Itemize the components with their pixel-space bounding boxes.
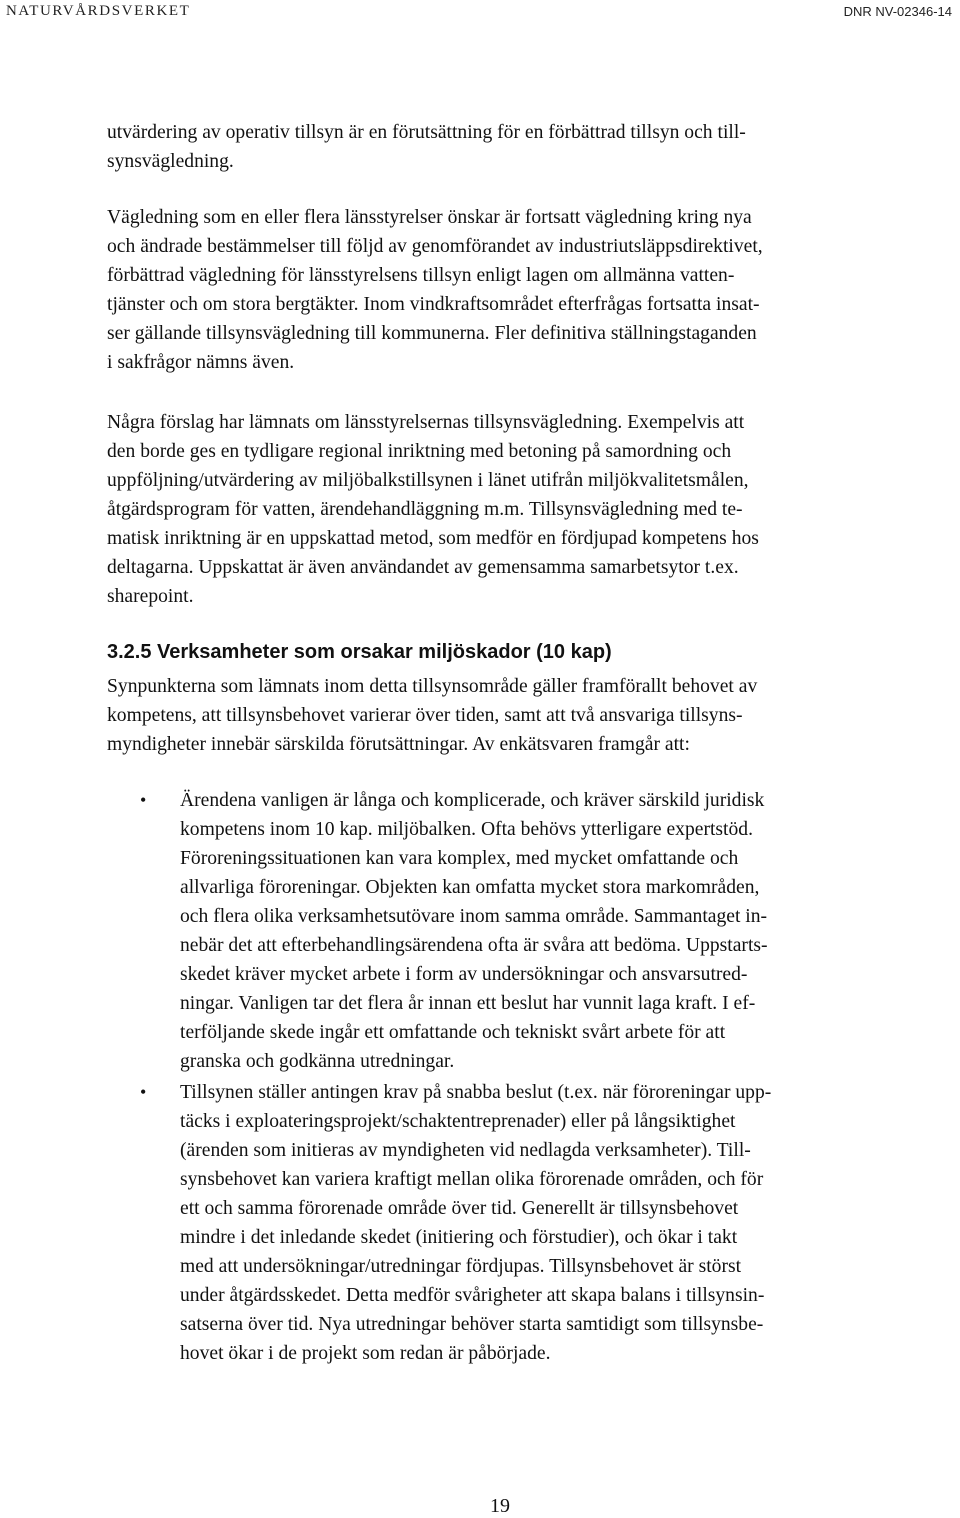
bullet-icon: •	[140, 790, 147, 810]
paragraph-1	[107, 118, 847, 176]
bullet-item-2	[180, 1078, 860, 1368]
text-line: mindre i det inledande skedet (initiering och förstudier), och ökar i takt	[180, 1227, 738, 1248]
text-line: i sakfrågor nämns även.	[107, 352, 295, 373]
text-line: tjänster och om stora bergtäkter. Inom vindkraftsområdet efterfrågas fortsatta insat-	[107, 294, 760, 315]
text-line: sharepoint.	[107, 586, 194, 607]
text-line: Några förslag har lämnats om länsstyrelsernas tillsynsvägledning. Exempelvis att	[107, 412, 745, 433]
text-line: synsbehovet kan variera kraftigt mellan olika förorenade områden, och för	[180, 1169, 764, 1190]
document-number: DNR NV-02346-14	[843, 4, 952, 19]
text-line: under åtgärdsskedet. Detta medför svårigheter att skapa balans i tillsynsin-	[180, 1285, 765, 1306]
text-line: utvärdering av operativ tillsyn är en förutsättning för en förbättrad tillsyn och till-	[107, 122, 746, 143]
text-line: täcks i exploateringsprojekt/schaktentreprenader) eller på långsiktighet	[180, 1111, 736, 1132]
text-line: deltagarna. Uppskattat är även användandet av gemensamma samarbetsytor t.ex.	[107, 557, 739, 578]
text-line: nebär det att efterbehandlingsärendena ofta är svåra att bedöma. Uppstarts-	[180, 935, 768, 956]
organization-name: NATURVÅRDSVERKET	[6, 3, 191, 19]
bullet-icon: •	[140, 1082, 147, 1102]
text-line: ser gällande tillsynsvägledning till kommunerna. Fler definitiva ställningstaganden	[107, 323, 757, 344]
text-line: kompetens inom 10 kap. miljöbalken. Ofta behövs ytterligare expertstöd.	[180, 819, 753, 840]
text-line: förbättrad vägledning för länsstyrelsens tillsyn enligt lagen om allmänna vatten-	[107, 265, 735, 286]
text-line: (ärenden som initieras av myndigheten vid nedlagda verksamheter). Till-	[180, 1140, 751, 1161]
text-line: Tillsynen ställer antingen krav på snabba beslut (t.ex. när föroreningar upp-	[180, 1082, 772, 1103]
text-line: hovet ökar i de projekt som redan är påbörjade.	[180, 1343, 551, 1364]
text-line: ningar. Vanligen tar det flera år innan ett beslut har vunnit laga kraft. I ef-	[180, 993, 756, 1014]
text-line: kompetens, att tillsynsbehovet varierar över tiden, samt att två ansvariga tillsyns-	[107, 705, 743, 726]
text-line: allvarliga föroreningar. Objekten kan omfatta mycket stora markområden,	[180, 877, 760, 898]
paragraph-3	[107, 408, 847, 611]
text-line: myndigheter innebär särskilda förutsättningar. Av enkätsvaren framgår att:	[107, 734, 690, 755]
text-line: Vägledning som en eller flera länsstyrelser önskar är fortsatt vägledning kring nya	[107, 207, 752, 228]
text-line: uppföljning/utvärdering av miljöbalkstillsynen i länet utifrån miljökvalitetsmålen,	[107, 470, 749, 491]
text-line: skedet kräver mycket arbete i form av undersökningar och ansvarsutred-	[180, 964, 748, 985]
text-line: den borde ges en tydligare regional inriktning med betoning på samordning och	[107, 441, 732, 462]
text-line: ett och samma förorenade område över tid. Generellt är tillsynsbehovet	[180, 1198, 739, 1219]
text-line: med att undersökningar/utredningar fördjupas. Tillsynsbehovet är störst	[180, 1256, 742, 1277]
text-line: och ändrade bestämmelser till följd av genomförandet av industriutsläppsdirektivet,	[107, 236, 763, 257]
text-line: synsvägledning.	[107, 151, 234, 172]
text-line: Föroreningssituationen kan vara komplex, med mycket omfattande och	[180, 848, 739, 869]
section-heading: 3.2.5 Verksamheter som orsakar miljöskador (10 kap)	[107, 641, 612, 663]
text-line: Ärendena vanligen är långa och komplicerade, och kräver särskild juridisk	[180, 790, 765, 811]
bullet-item-1	[180, 786, 860, 1076]
text-line: satserna över tid. Nya utredningar behöver starta samtidigt som tillsynsbe-	[180, 1314, 764, 1335]
page-number: 19	[490, 1495, 510, 1517]
text-line: Synpunkterna som lämnats inom detta tillsynsområde gäller framförallt behovet av	[107, 676, 758, 697]
paragraph-2	[107, 203, 847, 377]
text-line: åtgärdsprogram för vatten, ärendehandläggning m.m. Tillsynsvägledning med te-	[107, 499, 743, 520]
section-intro	[107, 672, 847, 759]
text-line: matisk inriktning är en uppskattad metod, som medför en fördjupad kompetens hos	[107, 528, 759, 549]
text-line: och flera olika verksamhetsutövare inom samma område. Sammantaget in-	[180, 906, 768, 927]
text-line: granska och godkänna utredningar.	[180, 1051, 455, 1072]
text-line: terföljande skede ingår ett omfattande och tekniskt svårt arbete för att	[180, 1022, 726, 1043]
